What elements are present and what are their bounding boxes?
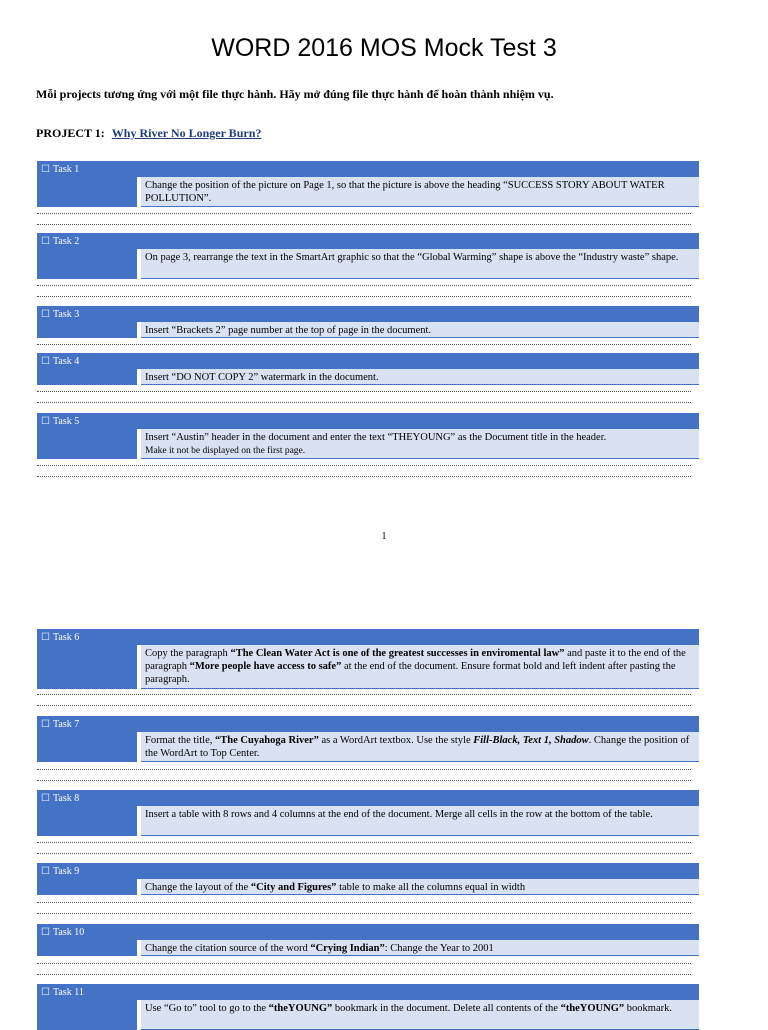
checkbox-icon[interactable]: ☐ [41, 793, 50, 804]
instruction-text: “The Clean Water Act is one of the greatest successes in enviromental law” [230, 648, 565, 659]
instruction-text: Use “Go to” tool to go to the [145, 1003, 269, 1014]
project-name[interactable]: Why River No Longer Burn? [111, 126, 262, 140]
instruction-text: as a WordArt textbox. Use the style [318, 735, 474, 746]
answer-line [37, 853, 691, 855]
task-instruction [141, 940, 699, 956]
answer-line [37, 769, 691, 771]
task-label-cell [37, 233, 137, 279]
answer-line [37, 694, 691, 696]
task-instruction [141, 879, 699, 895]
answer-line [37, 913, 691, 915]
checkbox-icon[interactable]: ☐ [41, 866, 50, 877]
task-label: Task 11 [52, 987, 84, 998]
checkbox-icon[interactable]: ☐ [41, 987, 50, 998]
task-label: Task 2 [52, 236, 80, 247]
instruction-text: . Change the position of the WordArt to Top Center. [145, 735, 690, 759]
checkbox-icon[interactable]: ☐ [41, 927, 50, 938]
task-label: Task 6 [52, 632, 80, 643]
task-label-cell [37, 863, 137, 895]
task-label: Task 8 [52, 793, 80, 804]
instruction-text: “theYOUNG” [268, 1003, 333, 1014]
task-label: Task 1 [52, 164, 80, 175]
instruction-text: table to make all the columns equal in width [336, 882, 526, 893]
instruction-text: bookmark in the document. Delete all contents of the [332, 1003, 561, 1014]
instruction-text: “The Cuyahoga River” [215, 735, 319, 746]
task-label: Task 5 [52, 416, 80, 427]
task-instruction [141, 645, 699, 689]
instruction-text: “More people have access to safe” [189, 661, 342, 672]
instruction-text: On page 3, rearrange the text in the SmartArt graphic so that the “Global Warming” shape is above the “Industry waste” shape. [145, 252, 679, 263]
checkbox-icon[interactable]: ☐ [41, 719, 50, 730]
instruction-text: Copy the paragraph [145, 648, 231, 659]
instruction-text: Change the layout of the [145, 882, 251, 893]
answer-line [37, 285, 691, 287]
instruction-text: and paste it to the end of the paragraph [145, 648, 686, 672]
checkbox-icon[interactable]: ☐ [41, 356, 50, 367]
answer-line [37, 963, 691, 965]
checkbox-icon[interactable]: ☐ [41, 164, 50, 175]
instruction-text: Fill-Black, Text 1, Shadow [473, 735, 589, 746]
checkbox-icon[interactable]: ☐ [41, 632, 50, 643]
task-label-cell [37, 790, 137, 836]
task-label-cell [37, 629, 137, 689]
task-instruction [141, 177, 699, 207]
answer-line [37, 842, 691, 844]
answer-line [37, 391, 691, 393]
task-instruction [141, 732, 699, 762]
task-instruction [141, 322, 699, 338]
instruction-text: at the end of the document. Ensure format bold and left indent after pasting the paragraph. [145, 661, 676, 685]
answer-line [37, 402, 691, 404]
answer-line [37, 780, 691, 782]
answer-line [37, 705, 691, 707]
task-instruction [141, 806, 699, 836]
task-label: Task 4 [52, 356, 80, 367]
answer-line [37, 224, 691, 226]
instruction-text: Insert “DO NOT COPY 2” watermark in the document. [145, 372, 379, 383]
instruction-text: Change the citation source of the word [145, 943, 311, 954]
instruction-text: Insert a table with 8 rows and 4 columns at the end of the document. Merge all cells in the row at the bottom of the table. [145, 809, 653, 820]
project-label: PROJECT 1: [36, 126, 105, 140]
answer-line [37, 465, 691, 467]
task-label: Task 3 [52, 309, 80, 320]
project-heading [36, 126, 261, 141]
task-label-cell [37, 353, 137, 385]
task-label-cell [37, 984, 137, 1030]
task-label: Task 10 [52, 927, 85, 938]
task-instruction [141, 249, 699, 279]
task-label: Task 7 [52, 719, 80, 730]
task-label: Task 9 [52, 866, 80, 877]
instruction-text: Make it not be displayed on the first page. [145, 446, 306, 456]
answer-line [37, 344, 691, 346]
instruction-text: Change the position of the picture on Page 1, so that the picture is above the heading “SUCCESS STORY ABOUT WATER POLLUTION”. [145, 180, 665, 204]
instruction-text: Format the title, [145, 735, 215, 746]
instruction-text: bookmark. [624, 1003, 672, 1014]
document-title: WORD 2016 MOS Mock Test 3 [211, 34, 557, 62]
checkbox-icon[interactable]: ☐ [41, 416, 50, 427]
task-label-cell [37, 161, 137, 207]
page-number: 1 [381, 531, 387, 542]
answer-line [37, 296, 691, 298]
task-label-cell [37, 716, 137, 762]
task-label-cell [37, 306, 137, 338]
checkbox-icon[interactable]: ☐ [41, 236, 50, 247]
answer-line [37, 974, 691, 976]
instruction-text: Insert “Brackets 2” page number at the top of page in the document. [145, 325, 432, 336]
instruction-text: : Change the Year to 2001 [384, 943, 494, 954]
answer-line [37, 213, 691, 215]
answer-line [37, 476, 691, 478]
task-label-cell [37, 924, 137, 956]
answer-line [37, 902, 691, 904]
task-label-cell [37, 413, 137, 459]
instruction-text: Insert “Austin” header in the document and enter the text “THEYOUNG” as the Document title in the header. [145, 432, 607, 443]
instruction-text: “Crying Indian” [310, 943, 385, 954]
intro-text: Mỗi projects tương ứng với một file thực hành. Hãy mở đúng file thực hành để hoàn thành nhiệm vụ. [36, 87, 554, 101]
instruction-text: “City and Figures” [250, 882, 337, 893]
checkbox-icon[interactable]: ☐ [41, 309, 50, 320]
task-instruction [141, 1000, 699, 1030]
task-instruction [141, 369, 699, 385]
task-instruction [141, 429, 699, 459]
instruction-text: “theYOUNG” [560, 1003, 625, 1014]
